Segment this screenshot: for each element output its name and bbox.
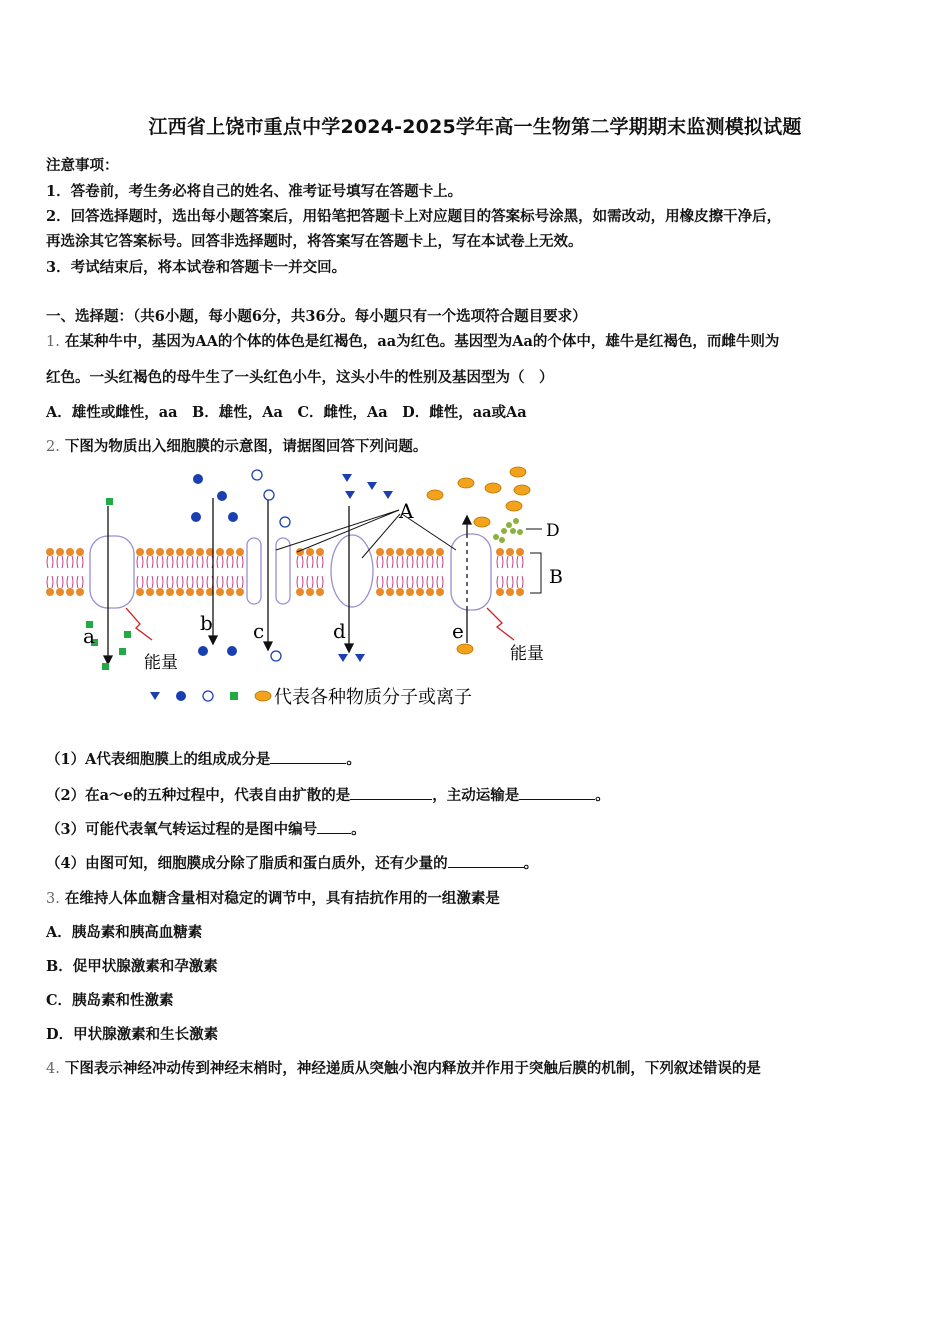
question-1-stem-cont: 红色。一头红褐色的母牛生了一头红色小牛，这头小牛的性别及基因型为（ ） (46, 369, 554, 386)
lipid-head (226, 548, 234, 556)
question-3-option: D．甲状腺激素和生长激素 (46, 1026, 219, 1043)
lipid-tail (177, 576, 183, 588)
lipid-tail (377, 576, 383, 588)
lipid-head (386, 588, 394, 596)
question-3-option: A．胰岛素和胰高血糖素 (46, 924, 203, 941)
lipid-head (396, 588, 404, 596)
lipid-head (516, 588, 524, 596)
lipid-tail (147, 556, 153, 568)
lipid-head (76, 588, 84, 596)
label-d: d (333, 619, 346, 643)
question-3-stem (46, 887, 500, 908)
lipid-head (406, 588, 414, 596)
lipid-tail (197, 556, 203, 568)
lipid-head (156, 548, 164, 556)
lipid-tail (317, 556, 323, 568)
sub-question-end: 。 (351, 821, 366, 838)
lipid-tail (407, 576, 413, 588)
question-1-options: A．雄性或雌性，aa B．雄性，Aa C．雌性，Aa D．雌性，aa或Aa (46, 404, 527, 421)
lipid-head (516, 548, 524, 556)
lipid-tail (517, 556, 523, 568)
lipid-head (186, 548, 194, 556)
sub-question-end: 。 (346, 751, 361, 768)
lipid-tail (177, 556, 183, 568)
lipid-head (296, 588, 304, 596)
lipid-tail (77, 576, 83, 588)
lipid-tail (217, 576, 223, 588)
sub-question-end: 。 (595, 787, 610, 804)
lipid-tail (397, 556, 403, 568)
lipid-tail (397, 576, 403, 588)
question-2-sub-2 (46, 784, 610, 805)
lipid-head (436, 588, 444, 596)
lipid-tail (437, 556, 443, 568)
lipid-head (236, 548, 244, 556)
notice-heading: 注意事项： (46, 157, 119, 174)
lipid-tail (137, 556, 143, 568)
sub-question-end: 。 (523, 855, 539, 872)
lipid-head (196, 548, 204, 556)
question-2-sub-3 (46, 818, 366, 839)
section-heading: 一、选择题：（共6小题，每小题6分，共36分。每小题只有一个选项符合题目要求） (46, 308, 587, 325)
lipid-tail (407, 556, 413, 568)
blue-dots (191, 474, 238, 656)
lipid-head (396, 548, 404, 556)
answer-blank[interactable] (317, 819, 351, 834)
lipid-head (316, 548, 324, 556)
sub-question-text: （2）在a～e的五种过程中，代表自由扩散的是 (46, 787, 351, 804)
lipid-head (216, 548, 224, 556)
notice-item: 1．答卷前，考生务必将自己的姓名、准考证号填写在答题卡上。 (46, 183, 463, 200)
question-number: 2. (46, 439, 60, 455)
lipid-tail (67, 576, 73, 588)
lipid-head (166, 548, 174, 556)
lipid-tail (187, 556, 193, 568)
answer-blank[interactable] (350, 785, 432, 800)
answer-blank[interactable] (519, 785, 595, 800)
lipid-head (66, 588, 74, 596)
lipid-head (56, 548, 64, 556)
lipid-head (386, 548, 394, 556)
lipid-tail (297, 556, 303, 568)
lipid-head (66, 548, 74, 556)
lipid-tail (497, 576, 503, 588)
lipid-head (506, 548, 514, 556)
lipid-head (406, 548, 414, 556)
lipid-head (76, 548, 84, 556)
lipid-head (236, 588, 244, 596)
lipid-head (306, 588, 314, 596)
lipid-head (316, 588, 324, 596)
lipid-tail (57, 556, 63, 568)
lipid-head (136, 548, 144, 556)
label-e: e (452, 619, 464, 643)
figure-legend (150, 687, 472, 708)
carrier-protein-d (331, 535, 373, 607)
lipid-head (186, 588, 194, 596)
sub-question-text: （4）由图可知，细胞膜成分除了脂质和蛋白质外，还有少量的 (46, 855, 448, 872)
lipid-tail (417, 576, 423, 588)
lipid-tail (227, 576, 233, 588)
lipid-head (46, 588, 54, 596)
lipid-tail (207, 556, 213, 568)
question-3-option: B．促甲状腺激素和孕激素 (46, 958, 218, 975)
lipid-head (426, 548, 434, 556)
lipid-head (56, 588, 64, 596)
lipid-head (376, 548, 384, 556)
question-3-option: C．胰岛素和性激素 (46, 992, 174, 1009)
sub-question-text: ，主动运输是 (432, 787, 520, 804)
lipid-head (376, 588, 384, 596)
notice-item: 再选涂其它答案标号。回答非选择题时，将答案写在答题卡上，写在本试卷上无效。 (46, 233, 583, 250)
question-number: 3. (46, 891, 60, 907)
channel-protein-c-left (247, 538, 261, 604)
lipid-tail (227, 556, 233, 568)
lipid-head (436, 548, 444, 556)
lipid-head (176, 588, 184, 596)
lipid-tail (377, 556, 383, 568)
lipid-tail (427, 556, 433, 568)
question-2-sub-1 (46, 748, 361, 769)
question-text: 在维持人体血糖含量相对稳定的调节中，具有拮抗作用的一组激素是 (64, 890, 500, 907)
lipid-head (136, 588, 144, 596)
lipid-tail (387, 556, 393, 568)
lipid-tail (167, 556, 173, 568)
lipid-head (46, 548, 54, 556)
lipid-head (496, 548, 504, 556)
lipid-tail (237, 576, 243, 588)
page-title: 江西省上饶市重点中学2024-2025学年高一生物第二学期期末监测模拟试题 (148, 116, 802, 138)
sub-question-text: （1）A代表细胞膜上的组成成分是 (46, 751, 271, 768)
carrier-protein-a (90, 536, 134, 608)
lipid-head (216, 588, 224, 596)
lipid-tail (147, 576, 153, 588)
question-2-sub-4 (46, 852, 538, 873)
lipid-head (176, 548, 184, 556)
label-b: b (200, 611, 213, 635)
lipid-tail (197, 576, 203, 588)
lipid-tail (67, 556, 73, 568)
question-1-stem (46, 330, 779, 351)
label-B: B (549, 566, 563, 588)
lipid-head (426, 588, 434, 596)
lipid-tail (187, 576, 193, 588)
lipid-tail (217, 556, 223, 568)
lipid-tail (297, 576, 303, 588)
lipid-tail (517, 576, 523, 588)
lipid-tail (417, 556, 423, 568)
lipid-tail (317, 576, 323, 588)
question-2-stem (46, 435, 427, 456)
lipid-head (166, 588, 174, 596)
lipid-tail (167, 576, 173, 588)
lipid-tail (47, 556, 53, 568)
lipid-head (146, 588, 154, 596)
lipid-tail (387, 576, 393, 588)
lipid-head (306, 548, 314, 556)
question-text: 下图为物质出入细胞膜的示意图，请据图回答下列问题。 (64, 438, 428, 455)
label-c: c (253, 619, 265, 643)
sub-question-text: （3）可能代表氧气转运过程的是图中编号 (46, 821, 318, 838)
lipid-head (496, 588, 504, 596)
question-number: 4. (46, 1061, 60, 1077)
label-D: D (546, 521, 560, 541)
question-text: 下图表示神经冲动传到神经末梢时，神经递质从突触小泡内释放并作用于突触后膜的机制，下列叙述错误的是 (64, 1060, 761, 1077)
lipid-tail (77, 556, 83, 568)
answer-blank[interactable] (270, 749, 346, 764)
energy-label-right: 能量 (510, 644, 544, 664)
question-text: 在某种牛中，基因为AA的个体的体色是红褐色，aa为红色。基因型为Aa的个体中，雄牛是红褐色，而雌牛则为 (64, 333, 780, 350)
legend-text: 代表各种物质分子或离子 (274, 687, 472, 708)
lipid-tail (437, 576, 443, 588)
lipid-head (226, 588, 234, 596)
lipid-tail (307, 556, 313, 568)
lipid-head (146, 548, 154, 556)
lipid-head (156, 588, 164, 596)
lipid-tail (137, 576, 143, 588)
glycoprotein-chain (493, 518, 523, 543)
lipid-tail (157, 556, 163, 568)
lipid-tail (57, 576, 63, 588)
lipid-tail (307, 576, 313, 588)
answer-blank[interactable] (448, 853, 524, 868)
label-a: a (83, 624, 95, 648)
lipid-tail (207, 576, 213, 588)
lipid-tail (507, 576, 513, 588)
lipid-tail (157, 576, 163, 588)
lipid-head (416, 588, 424, 596)
notice-item: 2．回答选择题时，选出每小题答案后，用铅笔把答题卡上对应题目的答案标号涂黑，如需改动，用橡皮擦干净后， (46, 208, 782, 225)
lipid-head (196, 588, 204, 596)
lipid-tail (497, 556, 503, 568)
lipid-tail (507, 556, 513, 568)
carrier-protein-e (451, 534, 491, 610)
question-4-stem (46, 1057, 761, 1078)
membrane-transport-figure (44, 458, 574, 718)
energy-label-left: 能量 (144, 653, 178, 673)
lipid-tail (427, 576, 433, 588)
lipid-head (506, 588, 514, 596)
energy-bolt-right (487, 608, 514, 640)
lipid-head (416, 548, 424, 556)
notice-item: 3．考试结束后，将本试卷和答题卡一并交回。 (46, 259, 347, 276)
label-A: A (399, 499, 414, 523)
question-number: 1. (46, 334, 60, 350)
lipid-tail (47, 576, 53, 588)
lipid-tail (237, 556, 243, 568)
